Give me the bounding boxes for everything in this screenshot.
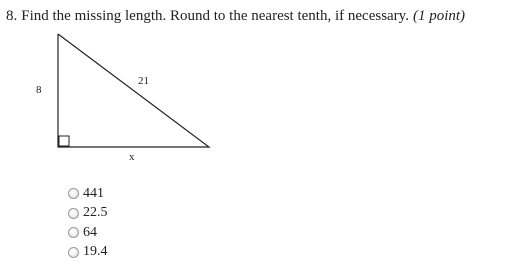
radio-button-1[interactable]	[68, 188, 79, 199]
choice-3[interactable]	[68, 223, 108, 243]
choice-2[interactable]	[68, 204, 108, 224]
side-left-label: 8	[36, 84, 42, 96]
answer-choices	[68, 184, 108, 262]
radio-button-4[interactable]	[68, 247, 79, 258]
question-prompt: Find the missing length. Round to the nearest tenth, if necessary.	[21, 8, 409, 24]
radio-button-3[interactable]	[68, 227, 79, 238]
hypotenuse-label: 21	[138, 75, 149, 87]
question-number: 8.	[6, 8, 18, 24]
radio-button-2[interactable]	[68, 208, 79, 219]
question-points: (1 point)	[412, 8, 466, 24]
triangle-outline	[58, 34, 209, 147]
choice-label-2[interactable]: 22.5	[83, 205, 108, 221]
choice-label-3[interactable]: 64	[83, 224, 97, 240]
right-angle-marker	[59, 136, 69, 146]
base-label: x	[129, 151, 135, 163]
choice-1[interactable]	[68, 184, 108, 204]
choice-4[interactable]	[68, 243, 108, 263]
choice-label-4[interactable]: 19.4	[83, 244, 108, 260]
choice-label-1[interactable]: 441	[83, 185, 104, 201]
